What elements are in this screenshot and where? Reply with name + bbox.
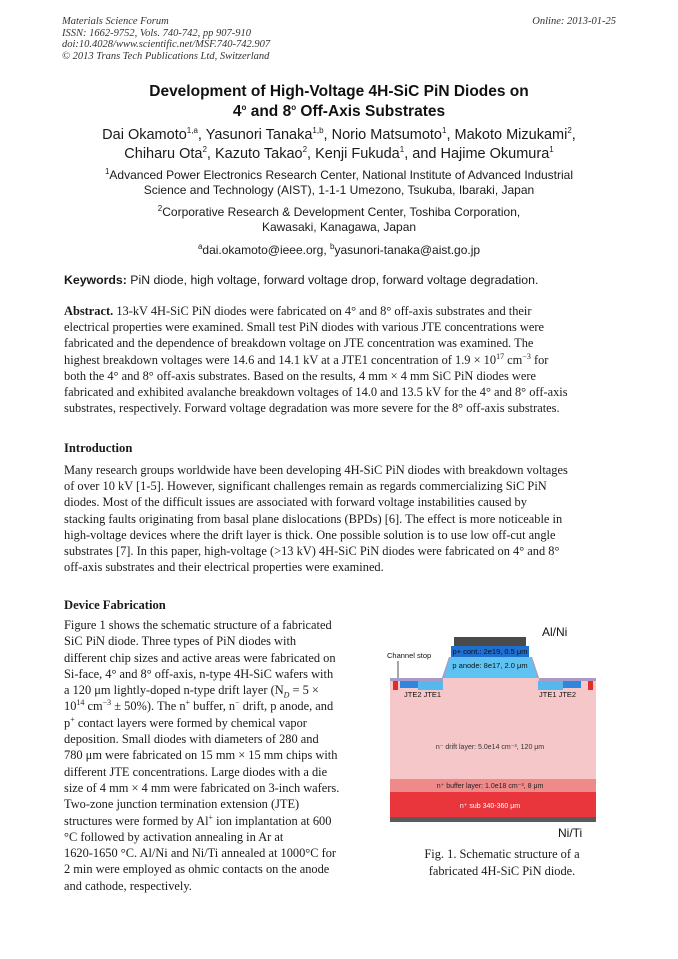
- jte-left-label: JTE2 JTE1: [404, 690, 442, 699]
- n-drift-mesa: [443, 678, 539, 682]
- fab-line: 1620-1650 °C. Al/Ni and Ni/Ti annealed at 1000°C for: [64, 846, 337, 861]
- journal-name: Materials Science Forum: [62, 16, 169, 27]
- email-sup: a: [197, 242, 203, 251]
- fab-line: Two-zone junction termination extension (JTE): [64, 797, 300, 812]
- title-line-1: Development of High-Voltage 4H-SiC PiN Diodes on: [149, 83, 529, 100]
- fab-text: a 120 μm lightly-doped n-type drift layer (N: [64, 683, 284, 698]
- author-sep: ,: [323, 127, 332, 143]
- anode-metal-label: Al/Ni: [542, 625, 568, 639]
- abstract-text: 13-kV 4H-SiC PiN diodes were fabricated on 4° and 8° off-axis substrates and their: [113, 304, 532, 318]
- fab-line: and cathode, respectively.: [64, 878, 192, 893]
- caption-line: Fig. 1. Schematic structure of a: [424, 847, 580, 861]
- introduction-heading: Introduction: [64, 441, 133, 455]
- caption-line: fabricated 4H-SiC PiN diode.: [428, 864, 576, 878]
- fab-sup: −3: [102, 698, 112, 708]
- email-a[interactable]: dai.okamoto@ieee.org,: [202, 243, 330, 257]
- device-fabrication-heading: Device Fabrication: [64, 598, 166, 612]
- substrate-label: n⁺ sub 340-360 μm: [459, 803, 521, 810]
- online-date: Online: 2013-01-25: [532, 16, 616, 27]
- email-sup: b: [330, 242, 335, 251]
- abstract-unit: cm: [504, 352, 523, 367]
- author-affil-sup: 1,a: [186, 126, 198, 136]
- author-list: [40, 126, 638, 164]
- affil-sup: 2: [157, 204, 163, 213]
- abstract-line: both the 4° and 8° off-axis substrates. Based on the results, 4 mm × 4 mm SiC PiN diodes were: [64, 368, 536, 383]
- fab-line: different chip sizes and active areas were fabricated on: [64, 650, 336, 665]
- keywords-label: Keywords:: [64, 273, 127, 287]
- fab-text: ion implantation at 600: [213, 813, 332, 828]
- abstract-line: fabricated and the dependence of breakdown voltage on JTE concentration was examined. The: [64, 336, 534, 351]
- keywords-text: PiN diode, high voltage, forward voltage drop, forward voltage degradation.: [126, 273, 539, 287]
- author-name: Kenji Fukuda: [315, 146, 400, 162]
- author-line-1: [40, 126, 638, 145]
- fab-line: different JTE concentrations. Large diodes with a die: [64, 764, 328, 779]
- author-sep: ,: [197, 127, 206, 143]
- keywords: [64, 272, 620, 288]
- fab-line: 780 μm were fabricated on 15 mm × 15 mm chips with: [64, 748, 338, 763]
- abstract-label: Abstract.: [64, 304, 114, 318]
- affil-sup: 1: [104, 167, 110, 176]
- email-line: [60, 243, 618, 258]
- journal-info: [62, 16, 270, 62]
- fab-line: deposition. Small diodes with diameters of 280 and: [64, 732, 319, 747]
- author-sep: ,: [571, 127, 576, 143]
- affiliation-1: [60, 168, 618, 198]
- abstract-line: fabricated and exhibited avalanche breakdown voltages of 14.0 and 13.5 kV for the 4° and 8° off-axis: [64, 385, 568, 400]
- introduction-body: [64, 462, 616, 575]
- author-name: Yasunori Tanaka: [205, 127, 313, 143]
- cathode-metal-label: Ni/Ti: [558, 826, 583, 840]
- abstract-exp: 17: [496, 351, 505, 361]
- abstract-line: electrical properties were examined. Small test PiN diodes with various JTE concentrations were: [64, 320, 544, 335]
- copyright-line: © 2013 Trans Tech Publications Ltd, Switzerland: [62, 50, 270, 62]
- author-sep: ,: [307, 146, 316, 162]
- author-name: Dai Okamoto: [102, 127, 187, 143]
- figure-caption: [392, 846, 612, 880]
- cathode-metal-layer: [390, 817, 596, 822]
- affil-text: Corporative Research & Development Center, Toshiba Corporation,: [162, 205, 521, 219]
- degree-mark: o: [241, 102, 247, 112]
- jte1-right: [538, 681, 563, 690]
- author-sep: ,: [404, 146, 413, 162]
- fab-line: [64, 698, 364, 714]
- affil-text: Kawasaki, Kanagawa, Japan: [261, 220, 417, 234]
- issn-line: ISSN: 1662-9752, Vols. 740-742, pp 907-910: [62, 27, 251, 39]
- fab-sup: 14: [76, 698, 85, 708]
- fab-text: 10: [64, 699, 77, 714]
- intro-line: substrates [7]. In this paper, high-voltage (>13 kV) 4H-SiC PiN diodes were fabricated on 4° and 8°: [64, 544, 560, 559]
- degree-mark: o: [291, 102, 297, 112]
- fab-line: SiC PiN diode. Three types of PiN diodes with: [64, 634, 297, 649]
- fab-line: [64, 682, 364, 698]
- email-b[interactable]: yasunori-tanaka@aist.go.jp: [334, 243, 481, 257]
- author-sep: ,: [446, 127, 455, 143]
- abstract: [64, 303, 616, 416]
- fab-line: Figure 1 shows the schematic structure of a fabricated: [64, 618, 332, 632]
- channel-stop-right: [588, 681, 593, 690]
- jte-right-label: JTE1 JTE2: [539, 690, 577, 699]
- jte2-right: [563, 681, 581, 688]
- abstract-line: substrates, respectively. Forward voltage degradation was more severe for the 8° off-axis substrates.: [64, 401, 560, 416]
- fab-sub: D: [283, 690, 290, 700]
- author-affil-sup: 1,b: [312, 126, 324, 136]
- channel-stop-left: [393, 681, 398, 690]
- fab-text: structures were formed by Al: [64, 813, 209, 828]
- intro-line: off-axis substrates and their electrical properties were examined.: [64, 560, 384, 575]
- abstract-line: [64, 303, 616, 319]
- device-fabrication-body: [64, 617, 364, 894]
- paper-title: [40, 82, 638, 122]
- fab-sup: +: [208, 812, 214, 822]
- abstract-exp: −3: [522, 351, 531, 361]
- fab-sup: +: [70, 714, 75, 724]
- fab-line: °C followed by activation annealing in Ar at: [64, 829, 284, 844]
- intro-line: of over 10 kV [1-5]. However, significant challenges remain as regards commercializing SiC PiN: [64, 479, 547, 494]
- fab-line: [64, 715, 364, 731]
- author-name: Makoto Mizukami: [454, 127, 568, 143]
- affil-text: Advanced Power Electronics Research Center, National Institute of Advanced Industrial: [109, 168, 574, 182]
- fab-text: buffer, n: [190, 699, 236, 714]
- intro-line: stacking faults originating from basal plane dislocations (BPDs) [6]. The effect is more noticeable in: [64, 511, 563, 526]
- fab-sup: −: [235, 698, 240, 708]
- jte1-left: [418, 681, 443, 690]
- author-name: Chiharu Ota: [124, 146, 203, 162]
- title-tail: Off-Axis Substrates: [296, 103, 446, 120]
- p-anode-label: p anode: 8e17, 2.0 μm: [452, 661, 528, 670]
- channel-stop-label: Channel stop: [387, 651, 432, 660]
- author-sep: ,: [206, 146, 215, 162]
- author-name: Norio Matsumoto: [331, 127, 442, 143]
- author-affil-sup: 2: [202, 145, 207, 155]
- fab-text: = 5 ×: [289, 683, 319, 698]
- affiliation-2: [60, 205, 618, 235]
- intro-line: high-voltage devices where the drift layer is thick. One possible solution is to use low off-cut angle: [64, 527, 556, 542]
- fab-text: p: [64, 715, 71, 730]
- abstract-text: for: [530, 352, 549, 367]
- author-line-2: [40, 145, 638, 164]
- fab-line: size of 4 mm × 4 mm were fabricated on 3-inch wafers.: [64, 780, 340, 795]
- jte2-left: [400, 681, 418, 688]
- fab-line: Si-face, 4° and 8° off-axis, n-type 4H-SiC wafers with: [64, 666, 334, 681]
- title-angle-8: and 8: [246, 103, 292, 120]
- doi-line: doi:10.4028/www.scientific.net/MSF.740-742.907: [62, 39, 271, 50]
- fab-text: contact layers were formed by chemical vapor: [74, 715, 307, 730]
- p-contact-label: p+ cont.: 2e19, 0.5 μm: [452, 647, 528, 656]
- author-affil-sup: 2: [567, 126, 572, 136]
- title-line-2: [40, 102, 638, 122]
- anode-metal-layer: [454, 637, 526, 646]
- author-affil-sup: 1: [442, 126, 447, 136]
- fab-text: ± 50%). The n: [111, 699, 186, 714]
- fab-text: cm: [84, 699, 103, 714]
- fab-sup: +: [185, 698, 191, 708]
- author-affil-sup: 1: [549, 145, 554, 155]
- affil-text: Science and Technology (AIST), 1-1-1 Umezono, Tsukuba, Ibaraki, Japan: [143, 183, 535, 197]
- intro-line: diodes. Most of the difficult issues are associated with forward voltage instabilities caused by: [64, 495, 527, 510]
- drift-label: n⁻ drift layer: 5.0e14 cm⁻³, 120 μm: [435, 744, 545, 751]
- author-affil-sup: 2: [302, 145, 308, 155]
- abstract-line: [64, 352, 616, 368]
- diode-schematic-figure: [382, 622, 612, 848]
- abstract-text: highest breakdown voltages were 14.6 and 14.1 kV at a JTE1 concentration of 1.9 × 10: [64, 352, 497, 367]
- author-name: Kazuto Takao: [214, 146, 303, 162]
- fab-text: drift, p anode, and: [239, 699, 334, 714]
- fab-line: [64, 813, 364, 829]
- fab-line: 2 min were employed as ohmic contacts on the anode: [64, 862, 330, 877]
- author-affil-sup: 1: [399, 145, 405, 155]
- title-angle-4: 4: [232, 103, 242, 120]
- author-name: and Hajime Okumura: [412, 146, 550, 162]
- buffer-label: n⁺ buffer layer: 1.0e18 cm⁻³, 8 μm: [436, 783, 544, 790]
- intro-line: Many research groups worldwide have been developing 4H-SiC PiN diodes with breakdown voltages: [64, 463, 568, 477]
